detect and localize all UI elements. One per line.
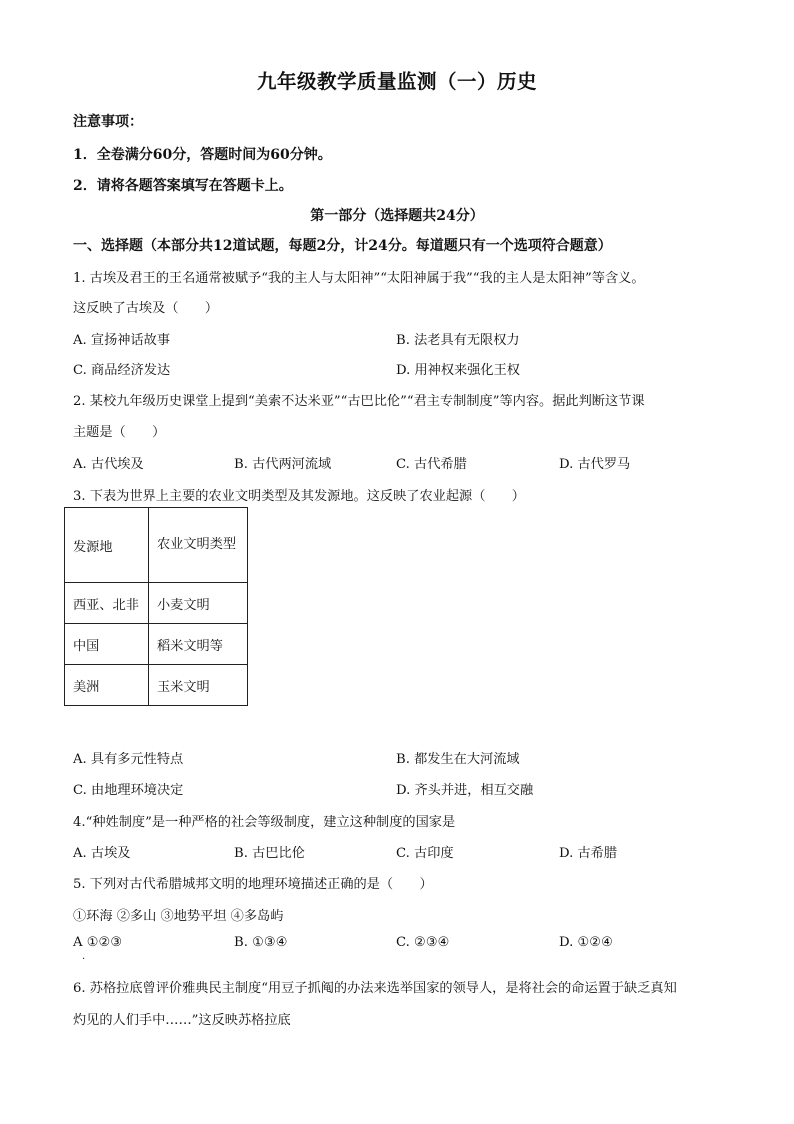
question-5-stem: 5. 下列对古代希腊城邦文明的地理环境描述正确的是（ ） — [73, 877, 433, 892]
page-title: 九年级教学质量监测（一）历史 — [256, 70, 537, 93]
q5-option-d: D. ①②④ — [559, 935, 613, 950]
question-4-stem: 4.“种姓制度”是一种严格的社会等级制度，建立这种制度的国家是 — [73, 815, 456, 830]
q3-option-a: A. 具有多元性特点 — [73, 752, 184, 767]
q2-option-a: A. 古代埃及 — [73, 457, 144, 472]
option-a-dot: . — [82, 951, 86, 962]
table-cell: 稻米文明等 — [149, 624, 248, 665]
q5-option-a: A ①②③ — [73, 935, 123, 950]
q5-option-b: B. ①③④ — [234, 935, 288, 950]
table-header: 农业文明类型 — [149, 508, 248, 583]
q2-option-b: B. 古代两河流域 — [234, 457, 332, 472]
table-header: 发源地 — [65, 508, 149, 583]
question-5-choices: ①环海 ②多山 ③地势平坦 ④多岛屿 — [73, 909, 284, 924]
q2-option-c: C. 古代希腊 — [396, 457, 467, 472]
question-6-stem-cont: 灼见的人们手中……”这反映苏格拉底 — [73, 1013, 291, 1028]
part-title: 第一部分（选择题共24分） — [310, 208, 484, 224]
q4-option-c: C. 古印度 — [396, 846, 454, 861]
q4-option-a: A. 古埃及 — [73, 846, 131, 861]
q4-option-d: D. 古希腊 — [559, 846, 618, 861]
question-2-stem: 2. 某校九年级历史课堂上提到“美索不达米亚”“古巴比伦”“君主专制制度”等内容。据此判断这节课 — [73, 394, 645, 409]
question-6-stem: 6. 苏格拉底曾评价雅典民主制度“用豆子抓阄的办法来选举国家的领导人，是将社会的命运置于缺乏真知 — [73, 981, 677, 996]
q1-option-c: C. 商品经济发达 — [73, 363, 171, 378]
q5-option-c: C. ②③④ — [396, 935, 450, 950]
q3-option-d: D. 齐头并进，相互交融 — [396, 783, 534, 798]
question-3-stem: 3. 下表为世界上主要的农业文明类型及其发源地。这反映了农业起源（ ） — [73, 489, 525, 504]
notice-item: 2．请将各题答案填写在答题卡上。 — [73, 178, 293, 194]
q1-option-d: D. 用神权来强化王权 — [396, 363, 520, 378]
notice-heading: 注意事项： — [73, 114, 143, 130]
section-title: 一、选择题（本部分共12道试题，每题2分，计24分。每道题只有一个选项符合题意） — [73, 238, 612, 254]
q4-option-b: B. 古巴比伦 — [234, 846, 305, 861]
table-cell: 玉米文明 — [149, 665, 248, 706]
q1-option-b: B. 法老具有无限权力 — [396, 333, 520, 348]
question-1-stem: 1. 古埃及君王的王名通常被赋予“我的主人与太阳神”“太阳神属于我”“我的主人是太阳神”等含义。 — [73, 271, 645, 286]
q2-option-d: D. 古代罗马 — [559, 457, 631, 472]
table-cell: 美洲 — [65, 665, 149, 706]
table-cell: 西亚、北非 — [65, 583, 149, 624]
table-cell: 中国 — [65, 624, 149, 665]
q3-option-b: B. 都发生在大河流域 — [396, 752, 520, 767]
agriculture-table — [64, 507, 248, 706]
q3-option-c: C. 由地理环境决定 — [73, 783, 184, 798]
notice-item: 1．全卷满分60分，答题时间为60分钟。 — [73, 147, 332, 163]
q1-option-a: A. 宣扬神话故事 — [73, 333, 171, 348]
table-cell: 小麦文明 — [149, 583, 248, 624]
question-1-stem-cont: 这反映了古埃及（ ） — [73, 301, 219, 316]
question-2-stem-cont: 主题是（ ） — [73, 425, 166, 440]
